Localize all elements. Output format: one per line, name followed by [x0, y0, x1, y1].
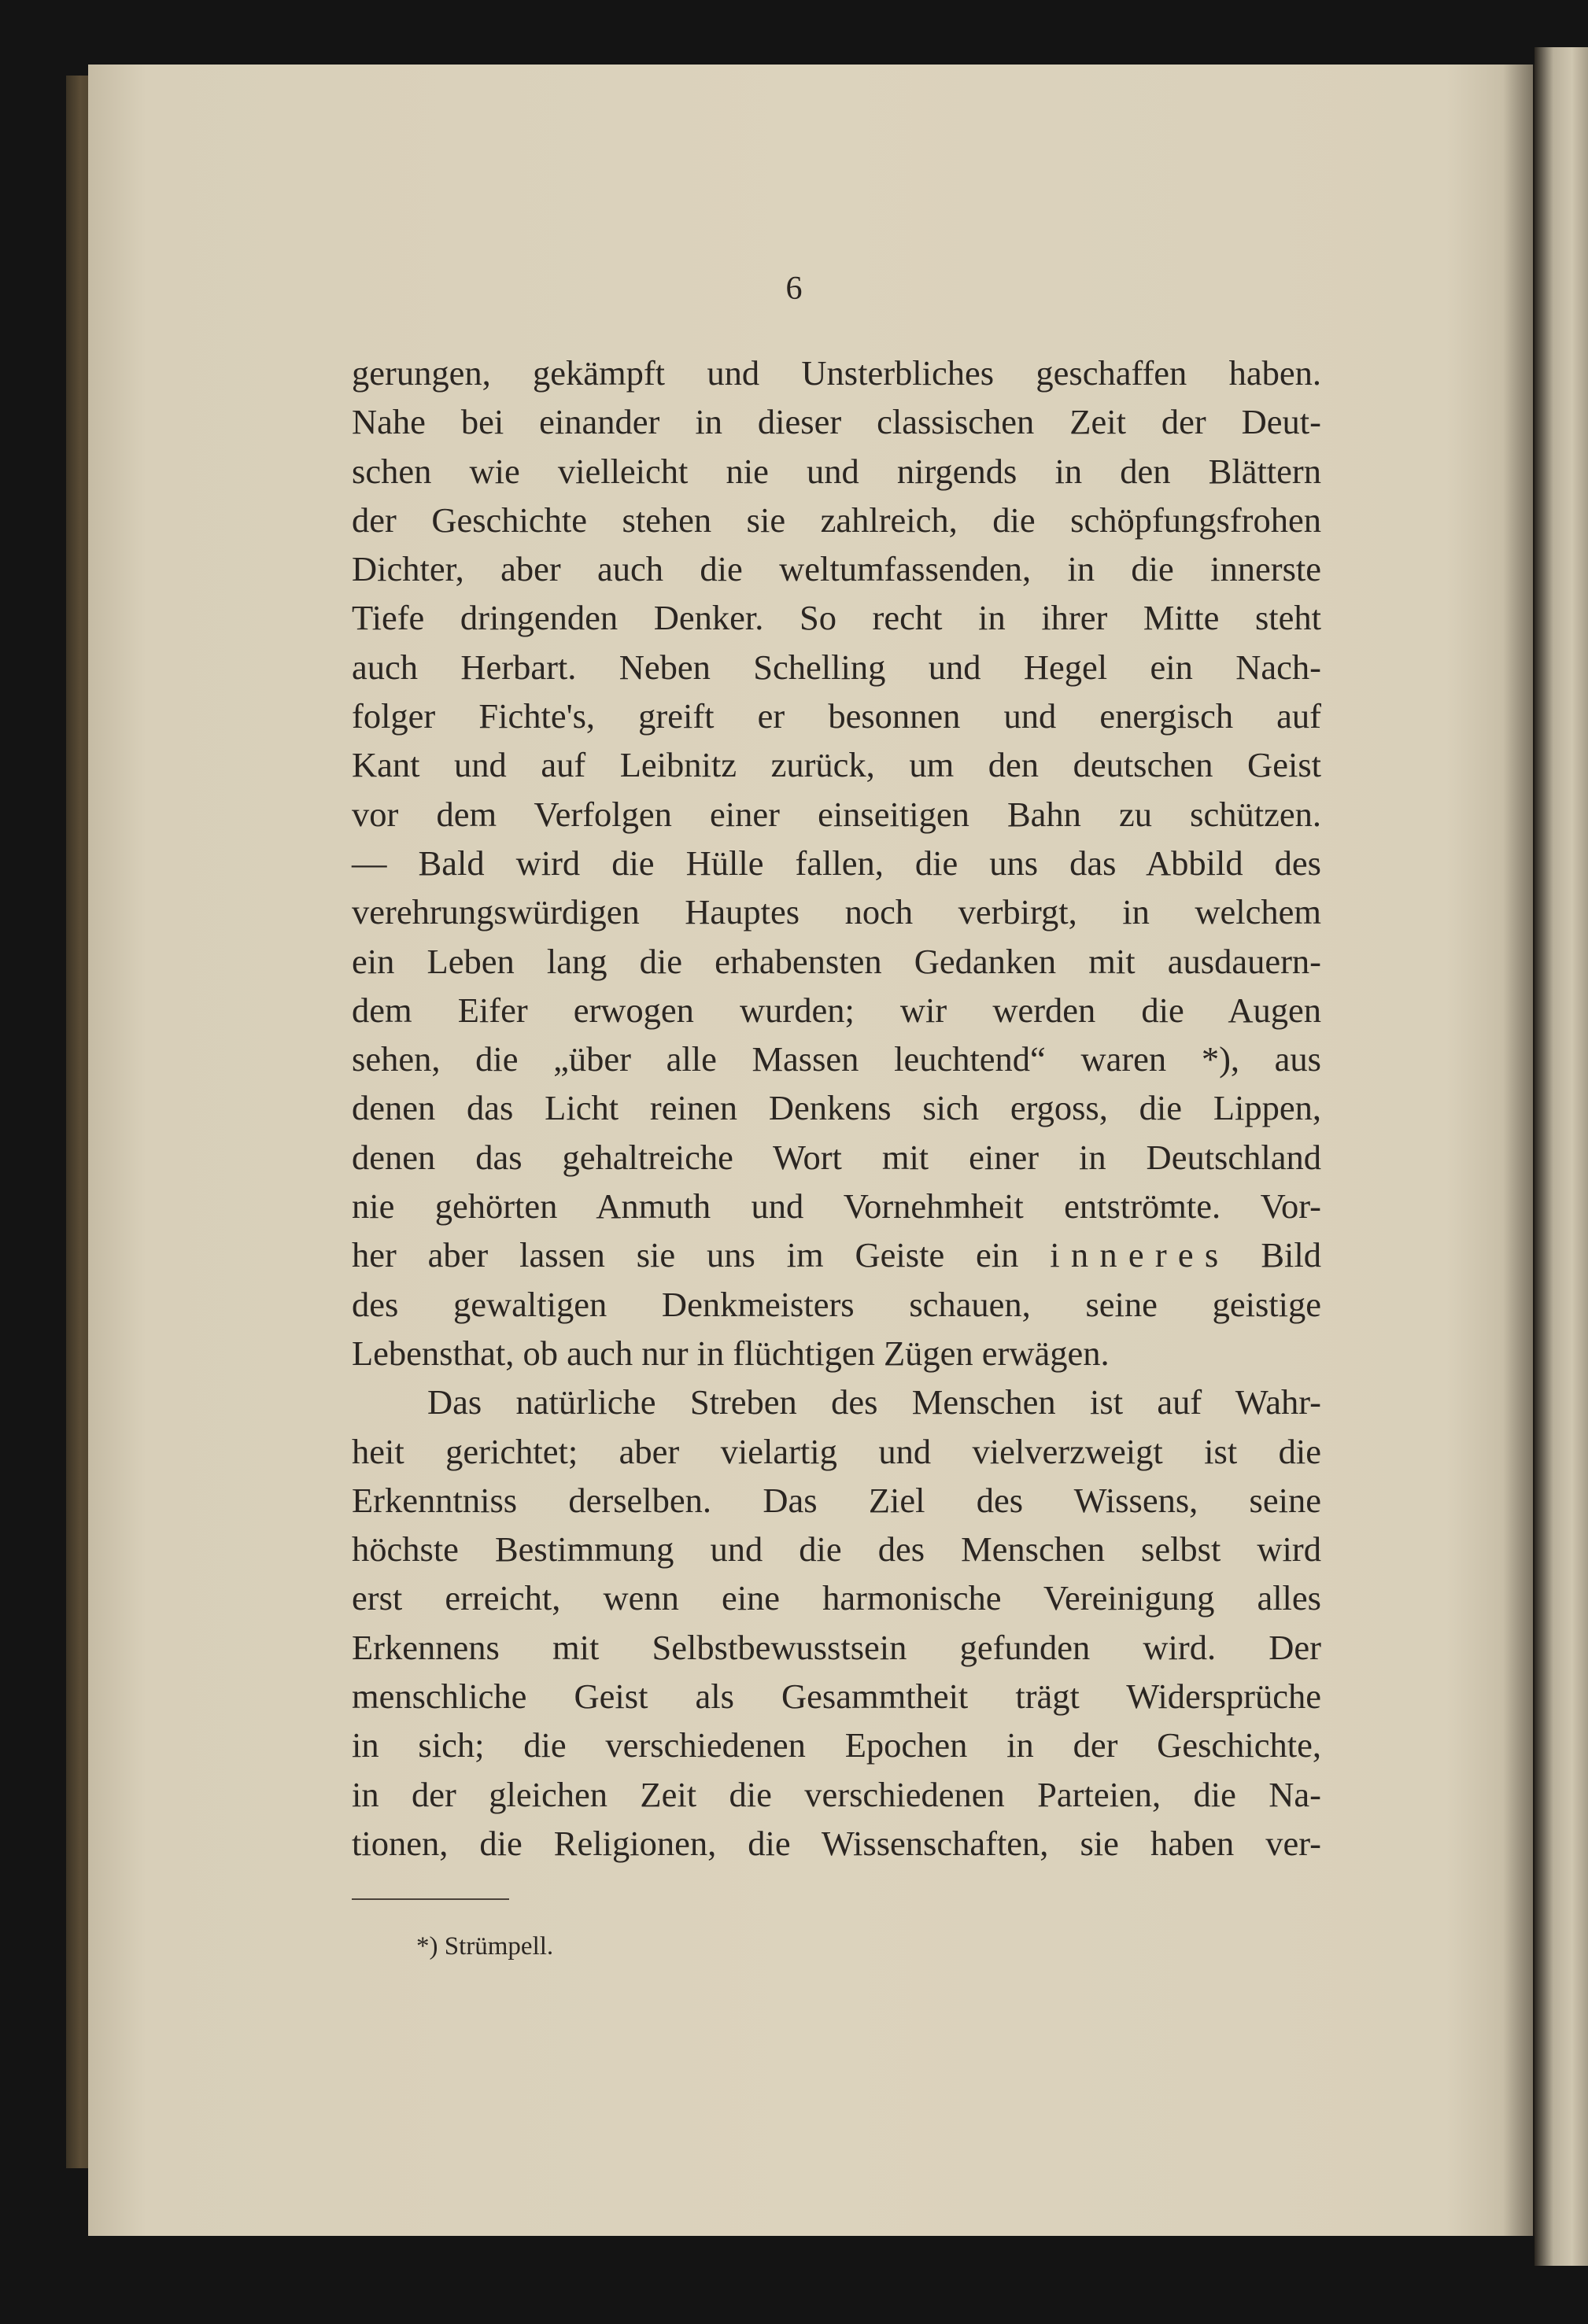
- text-line: Erkennens mit Selbstbewusstsein gefunden wird. Der: [352, 1627, 1321, 1667]
- footnote-rule: [352, 1898, 509, 1900]
- text-line-start: her aber lassen sie uns im Geiste ein: [352, 1235, 1019, 1275]
- text-line: höchste Bestimmung und die des Menschen selbst wird: [352, 1529, 1321, 1570]
- page-number: 6: [785, 271, 803, 307]
- text-line: vor dem Verfolgen einer einseitigen Bahn zu schützen.: [352, 794, 1321, 834]
- text-line: dem Eifer erwogen wurden; wir werden die Augen: [352, 990, 1321, 1030]
- text-line: tionen, die Religionen, die Wissenschaften, sie haben ver-: [352, 1823, 1321, 1863]
- text-line-with-emphasis: [352, 1230, 1321, 1279]
- text-line: folger Fichte's, greift er besonnen und energisch auf: [352, 696, 1321, 736]
- next-page-edge: [1534, 47, 1588, 2266]
- text-line: gerungen, gekämpft und Unsterbliches geschaffen haben.: [352, 353, 1321, 393]
- text-line: auch Herbart. Neben Schelling und Hegel ein Nach-: [352, 647, 1321, 687]
- text-line: Nahe bei einander in dieser classischen Zeit der Deut-: [352, 402, 1321, 442]
- text-line: in sich; die verschiedenen Epochen in der Geschichte,: [352, 1725, 1321, 1765]
- text-line: nie gehörten Anmuth und Vornehmheit entströmte. Vor-: [352, 1186, 1321, 1227]
- text-line: menschliche Geist als Gesammtheit trägt Widersprüche: [352, 1677, 1321, 1717]
- text-line: Tiefe dringenden Denker. So recht in ihrer Mitte steht: [352, 598, 1321, 638]
- text-line: des gewaltigen Denkmeisters schauen, seine geistige: [352, 1284, 1321, 1324]
- text-line: sehen, die „über alle Massen leuchtend“ waren *), aus: [352, 1039, 1321, 1079]
- gutter-shadow: [1503, 65, 1534, 2236]
- text-line: Dichter, aber auch die weltumfassenden, in die innerste: [352, 549, 1321, 589]
- text-line: verehrungswürdigen Hauptes noch verbirgt, in welchem: [352, 892, 1321, 932]
- text-line: heit gerichtet; aber vielartig und vielverzweigt ist die: [352, 1431, 1321, 1471]
- text-line-end: Bild: [1261, 1235, 1321, 1275]
- text-line: ein Leben lang die erhabensten Gedanken mit ausdauern-: [352, 941, 1321, 981]
- text-line: der Geschichte stehen sie zahlreich, die schöpfungsfrohen: [352, 500, 1321, 540]
- text-line: Kant und auf Leibnitz zurück, um den deutschen Geist: [352, 745, 1321, 785]
- text-line: erst erreicht, wenn eine harmonische Vereinigung alles: [352, 1578, 1321, 1618]
- text-line: denen das Licht reinen Denkens sich ergoss, die Lippen,: [352, 1088, 1321, 1128]
- text-line: Erkenntniss derselben. Das Ziel des Wissens, seine: [352, 1480, 1321, 1520]
- paragraph-start-line: Das natürliche Streben des Menschen ist auf Wahr-: [427, 1382, 1321, 1422]
- text-line: in der gleichen Zeit die verschiedenen Parteien, die Na-: [352, 1774, 1321, 1814]
- text-line: Lebensthat, ob auch nur in flüchtigen Zügen erwägen.: [352, 1333, 1110, 1373]
- text-line: — Bald wird die Hülle fallen, die uns das Abbild des: [352, 843, 1321, 883]
- text-line: denen das gehaltreiche Wort mit einer in Deutschland: [352, 1137, 1321, 1177]
- text-line: schen wie vielleicht nie und nirgends in den Blättern: [352, 451, 1321, 491]
- footnote: *) Strümpell.: [416, 1932, 554, 1961]
- body-text: [352, 349, 1321, 1868]
- emphasized-word: inneres: [1050, 1235, 1230, 1275]
